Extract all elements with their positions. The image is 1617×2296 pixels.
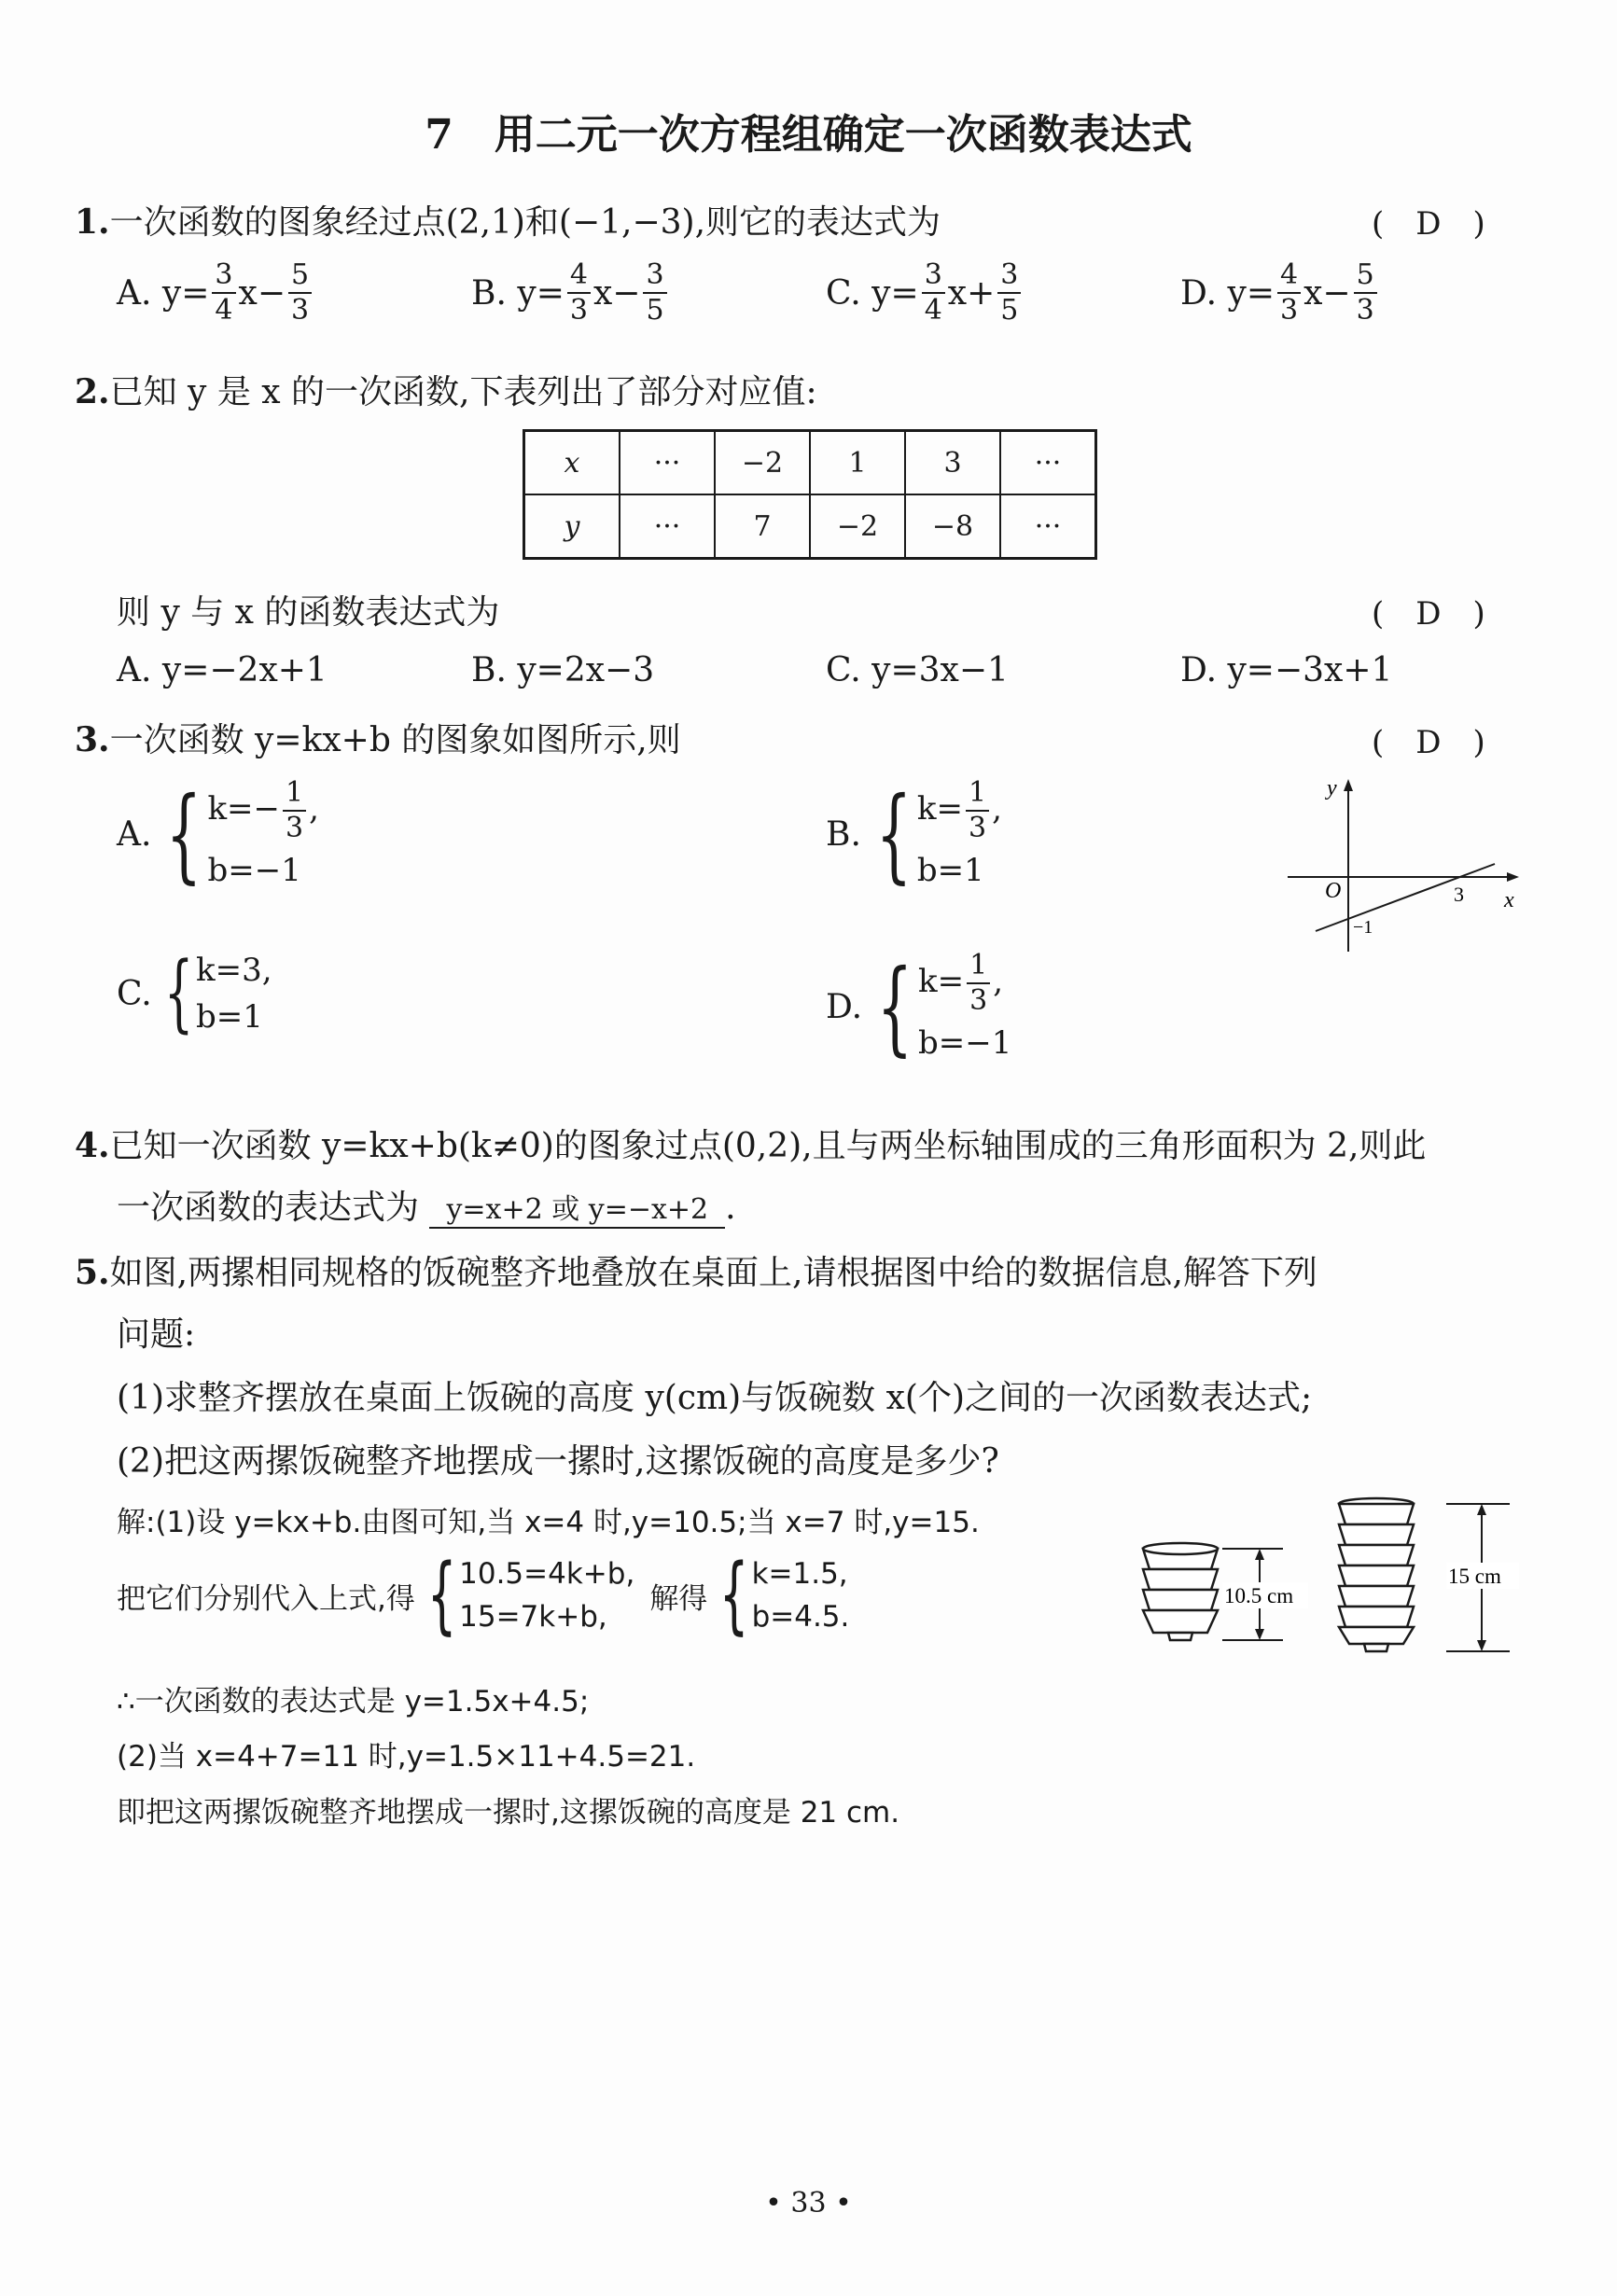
table-cell: y	[524, 494, 620, 559]
equation-system	[861, 774, 1002, 894]
option-expr: y=	[517, 273, 565, 313]
q3-option-a	[117, 774, 319, 894]
system-line-k: k=3,	[195, 952, 272, 989]
fraction	[567, 258, 591, 327]
system-lines	[916, 776, 1002, 889]
option-letter: D.	[1180, 273, 1218, 313]
option-letter: B.	[826, 814, 861, 854]
option-expr: y=	[161, 273, 210, 313]
bowl-stack-right	[1339, 1498, 1414, 1651]
q4-stem	[75, 1120, 1426, 1167]
y-axis-arrow	[1344, 779, 1353, 791]
numerator: 4	[567, 261, 591, 294]
system-line-b: b=−1	[918, 1024, 1012, 1062]
expr: ,	[992, 790, 1002, 828]
q2-option-c: C. y=3x−1	[826, 651, 1009, 689]
q1-stem	[75, 196, 941, 244]
bowl-right-5	[1339, 1586, 1414, 1607]
expr: ,	[309, 790, 319, 828]
brace-glyph: {	[719, 1546, 749, 1644]
option-expr: y=	[1227, 273, 1275, 313]
numerator: 3	[997, 261, 1021, 294]
solution-text: 解得	[649, 1581, 708, 1616]
q1-option-c	[826, 258, 1024, 327]
denominator: 3	[1356, 294, 1374, 327]
brace-glyph: {	[875, 774, 913, 894]
numerator: 1	[283, 779, 306, 812]
q2-stem	[75, 366, 817, 413]
system-lines	[752, 1557, 850, 1634]
fraction	[967, 949, 990, 1017]
bowl-stack-left	[1143, 1543, 1218, 1640]
left-height-label: 10.5 cm	[1224, 1584, 1294, 1607]
numerator: 3	[212, 261, 235, 294]
q1-text: 一次函数的图象经过点(2,1)和(−1,−3),则它的表达式为	[109, 203, 941, 242]
y-axis-label: y	[1327, 776, 1337, 800]
denominator: 4	[924, 294, 942, 327]
denominator: 3	[1280, 294, 1299, 327]
arrow	[1477, 1640, 1486, 1651]
y-intercept-label: −1	[1353, 917, 1373, 938]
denominator: 3	[286, 812, 304, 844]
denominator: 5	[646, 294, 664, 327]
fraction	[997, 258, 1021, 327]
q3-answer: ( D )	[1372, 724, 1485, 761]
expr: k=	[918, 963, 965, 1000]
option-letter: C.	[117, 974, 152, 1013]
denominator: 5	[1000, 294, 1019, 327]
system-eq-2: 15=7k+b,	[459, 1600, 607, 1634]
table-cell: ···	[1000, 431, 1096, 495]
table-cell: 3	[905, 431, 1000, 495]
numerator: 1	[967, 952, 990, 984]
numerator: 4	[1277, 261, 1301, 294]
q5-stem	[75, 1246, 1317, 1294]
expr: k=−	[207, 790, 281, 828]
value-table	[523, 429, 1097, 560]
x-axis-label: x	[1504, 888, 1514, 912]
option-expr: x−	[1303, 273, 1351, 313]
bowl-right-2	[1339, 1524, 1414, 1545]
denominator: 3	[290, 294, 310, 327]
q3-option-b	[826, 774, 1002, 894]
table-cell: 7	[715, 494, 810, 559]
bowl-right-foot	[1364, 1644, 1388, 1651]
bowl-right-7	[1339, 1627, 1414, 1644]
solution-line-5: 即把这两摞饭碗整齐地摆成一摞时,这摞饭碗的高度是 21 cm.	[117, 1796, 900, 1830]
q1-option-a	[117, 258, 314, 327]
system-line-k	[207, 776, 319, 844]
option-expr: x+	[947, 273, 996, 313]
table-cell: 1	[810, 431, 905, 495]
q5-part1: (1)求整齐摆放在桌面上饭碗的高度 y(cm)与饭碗数 x(个)之间的一次函数表达式;	[117, 1379, 1313, 1417]
table-cell: ···	[620, 494, 715, 559]
table-cell: −2	[715, 431, 810, 495]
q2-number: 2.	[75, 372, 110, 411]
equation-system	[862, 947, 1012, 1066]
fraction	[922, 258, 945, 327]
system-line-b: b=1	[916, 852, 984, 889]
arrow	[1255, 1549, 1264, 1560]
bowl-rim	[1143, 1543, 1218, 1554]
q1-option-b	[471, 258, 670, 327]
table-row-x	[524, 431, 1096, 495]
option-letter: A.	[117, 273, 152, 313]
fraction	[1277, 258, 1301, 327]
table-cell: x	[524, 431, 620, 495]
option-expr: y=	[871, 273, 919, 313]
solution-line-1: 解:(1)设 y=kx+b.由图可知,当 x=4 时,y=10.5;当 x=7 时,y=15.	[117, 1506, 980, 1539]
q2-option-b: B. y=2x−3	[471, 651, 655, 689]
q1-answer: ( D )	[1372, 205, 1485, 243]
function-line	[1316, 864, 1495, 931]
option-expr: x−	[238, 273, 286, 313]
bowl-left-foot	[1168, 1633, 1192, 1640]
fraction	[283, 776, 306, 844]
origin-label: O	[1325, 879, 1342, 903]
numerator: 5	[1354, 261, 1377, 294]
q1-number: 1.	[75, 202, 110, 242]
q4-answer-blank: y=x+2 或 y=−x+2	[429, 1186, 725, 1229]
denominator: 3	[569, 294, 588, 327]
page-number: • 33 •	[765, 2187, 852, 2219]
table-cell: ···	[1000, 494, 1096, 559]
denominator: 3	[969, 812, 987, 844]
arrow	[1477, 1504, 1486, 1515]
system-line-b: b=−1	[207, 852, 301, 889]
q5-part2: (2)把这两摞饭碗整齐地摆成一摞时,这摞饭碗的高度是多少?	[117, 1442, 999, 1481]
q4-text: 已知一次函数 y=kx+b(k≠0)的图象过点(0,2),且与两坐标轴围成的三角形面积为 2,则此	[109, 1127, 1427, 1165]
right-height-label: 15 cm	[1448, 1565, 1501, 1588]
q4-number: 4.	[75, 1126, 110, 1165]
equation-system	[415, 1546, 635, 1644]
denominator: 3	[969, 984, 988, 1017]
bowl-right-3	[1339, 1545, 1414, 1565]
system-lines	[196, 952, 272, 1036]
x-axis-arrow	[1507, 872, 1519, 882]
result-system	[707, 1546, 850, 1644]
numerator: 1	[966, 779, 989, 812]
solution-line-2	[117, 1546, 850, 1644]
bowl-right-6	[1339, 1607, 1414, 1627]
q3-text: 一次函数 y=kx+b 的图象如图所示,则	[109, 721, 681, 759]
system-eq-1: 10.5=4k+b,	[459, 1557, 635, 1591]
q3-number: 3.	[75, 720, 110, 759]
q5-text: 如图,两摞相同规格的饭碗整齐地叠放在桌面上,请根据图中给的数据信息,解答下列	[109, 1254, 1317, 1292]
result-k: k=1.5,	[751, 1557, 848, 1591]
fraction	[643, 258, 666, 327]
numerator: 5	[288, 261, 312, 294]
bowl-right-4	[1339, 1565, 1414, 1586]
page-title: 7 用二元一次方程组确定一次函数表达式	[425, 111, 1192, 159]
denominator: 4	[215, 294, 233, 327]
q5-stem-2: 问题:	[117, 1315, 196, 1354]
solution-line-4: (2)当 x=4+7=11 时,y=1.5×11+4.5=21.	[117, 1740, 696, 1774]
q3-graph	[1278, 774, 1530, 961]
q4-text-2: 一次函数的表达式为	[117, 1189, 420, 1227]
q4-period: .	[725, 1189, 736, 1227]
option-letter: B.	[471, 273, 507, 313]
expr: ,	[993, 963, 1004, 1000]
system-line-k	[918, 949, 1011, 1017]
q3-stem	[75, 714, 681, 761]
brace-glyph: {	[166, 774, 202, 894]
equation-system	[152, 944, 272, 1042]
q2-answer: ( D )	[1372, 595, 1485, 633]
option-expr: x−	[592, 273, 641, 313]
bowl-right-1	[1339, 1504, 1414, 1524]
bowl-left-2	[1143, 1569, 1218, 1590]
brace-glyph: {	[876, 947, 913, 1066]
q2-text: 已知 y 是 x 的一次函数,下表列出了部分对应值:	[109, 373, 817, 411]
q2-option-a: A. y=−2x+1	[117, 651, 328, 689]
numerator: 3	[643, 261, 666, 294]
bowls-figure	[1129, 1493, 1521, 1679]
q3-option-c	[117, 944, 272, 1042]
system-lines	[459, 1557, 634, 1634]
system-line-b: b=1	[195, 998, 263, 1036]
brace-glyph: {	[426, 1546, 457, 1644]
fraction	[212, 258, 235, 327]
numerator: 3	[922, 261, 945, 294]
result-b: b=4.5.	[751, 1600, 850, 1634]
arrow	[1255, 1629, 1264, 1640]
table-cell: −2	[810, 494, 905, 559]
q3-option-d	[826, 947, 1012, 1066]
q2-stem-2: 则 y 与 x 的函数表达式为	[117, 593, 500, 632]
q1-option-d	[1180, 258, 1380, 327]
option-letter: A.	[117, 814, 152, 854]
bowl-left-3	[1143, 1590, 1218, 1610]
equation-system	[151, 774, 319, 894]
table-cell: ···	[620, 431, 715, 495]
x-intercept-label: 3	[1454, 883, 1464, 906]
table-cell: −8	[905, 494, 1000, 559]
q5-number: 5.	[75, 1253, 110, 1292]
table-row-y	[524, 494, 1096, 559]
fraction	[288, 258, 312, 327]
system-lines	[207, 776, 319, 889]
system-line-k	[916, 776, 1002, 844]
solution-text: 把它们分别代入上式,得	[117, 1581, 415, 1616]
fraction	[1354, 258, 1377, 327]
q4-stem-2	[117, 1181, 736, 1229]
bowl-left-4	[1143, 1610, 1218, 1633]
solution-line-3: ∴一次函数的表达式是 y=1.5x+4.5;	[117, 1685, 590, 1719]
fraction	[966, 776, 989, 844]
brace-glyph: {	[163, 944, 194, 1042]
expr: k=	[916, 790, 963, 828]
option-letter: C.	[826, 273, 861, 313]
option-letter: D.	[826, 987, 863, 1026]
q2-option-d: D. y=−3x+1	[1180, 651, 1393, 689]
system-lines	[918, 949, 1012, 1062]
